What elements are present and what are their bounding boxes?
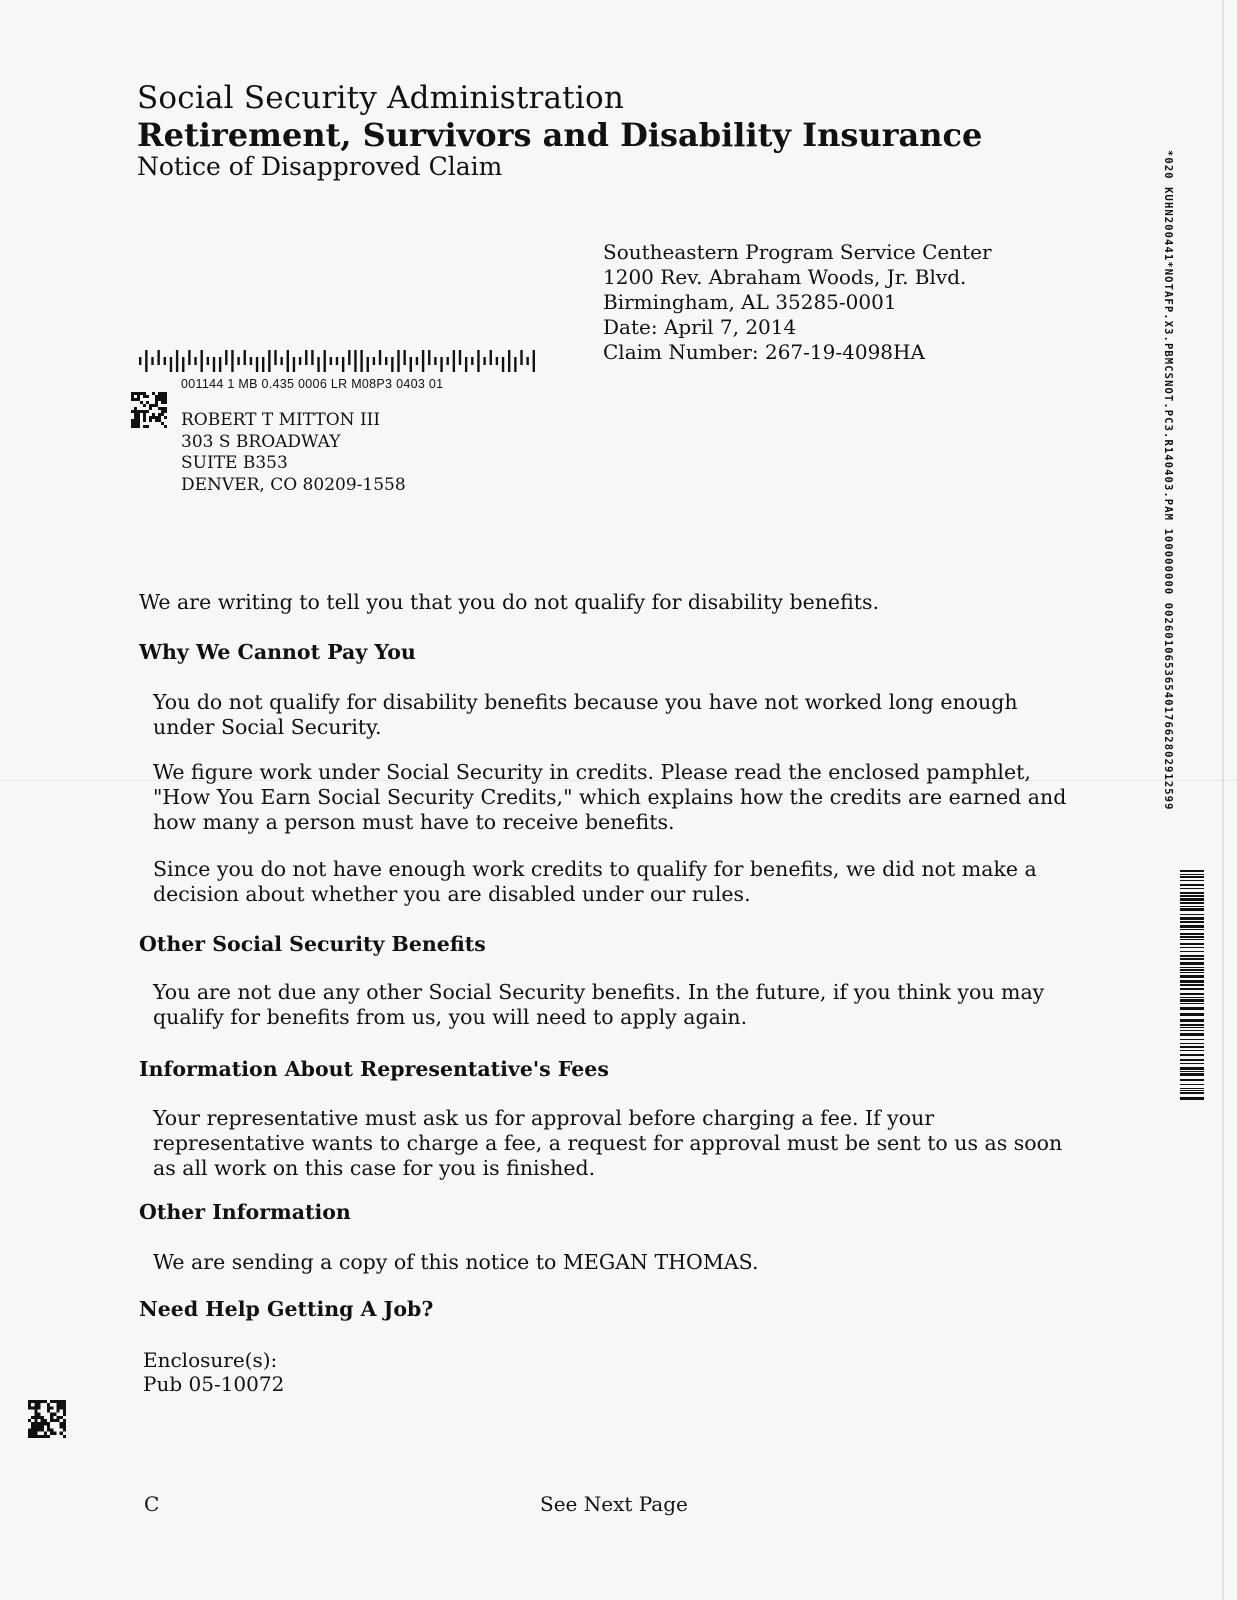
agency-title: Social Security Administration [137,80,624,116]
vertical-barcode-icon [1180,870,1204,1100]
qr-code-icon [28,1400,66,1438]
why-heading: Why We Cannot Pay You [139,640,416,664]
scan-edge [1222,0,1224,1600]
why-paragraph-1: You do not qualify for disability benefits because you have not worked long enough under Social Security. [153,690,1018,739]
why-paragraph-2: We figure work under Social Security in credits. Please read the enclosed pamphlet, "How You Earn Social Security Credits," which explains how the credits are earned and how many a person must have to receive benefits. [153,760,1067,834]
program-title: Retirement, Survivors and Disability Insurance [137,116,983,154]
other-info-paragraph: We are sending a copy of this notice to MEGAN THOMAS. [153,1250,759,1274]
enclosure-block [143,1348,284,1396]
qr-code-icon [131,392,167,428]
service-center-block [603,240,992,365]
enclosure-item: Pub 05-10072 [143,1372,285,1396]
why-paragraph-3: Since you do not have enough work credits to qualify for benefits, we did not make a decision about whether you are disabled under our rules. [153,857,1037,906]
rep-fees-heading: Information About Representative's Fees [139,1057,609,1081]
recipient-street: 303 S BROADWAY [181,431,341,452]
footer-code: C [144,1492,160,1516]
other-info-heading: Other Information [139,1200,351,1224]
mail-code: 001144 1 MB 0.435 0006 LR M08P3 0403 01 [181,377,444,391]
other-benefits-paragraph: You are not due any other Social Security benefits. In the future, if you think you may qualify for benefits from us, you will need to apply again. [153,980,1045,1029]
postal-barcode-icon [137,350,542,372]
service-center-street: 1200 Rev. Abraham Woods, Jr. Blvd. [603,265,967,289]
recipient-city: DENVER, CO 80209-1558 [181,474,406,495]
other-benefits-heading: Other Social Security Benefits [139,932,486,956]
service-center-city: Birmingham, AL 35285-0001 [603,290,897,314]
job-heading: Need Help Getting A Job? [139,1297,434,1321]
recipient-address [181,410,406,496]
recipient-suite: SUITE B353 [181,453,288,473]
service-center-name: Southeastern Program Service Center [603,240,992,264]
rep-fees-paragraph: Your representative must ask us for approval before charging a fee. If your representative wants to charge a fee, a request for approval must be sent to us as soon as all work on this case for you is finished. [153,1106,1063,1180]
notice-type: Notice of Disapproved Claim [137,152,503,181]
claim-number: Claim Number: 267-19-4098HA [603,340,925,364]
vertical-tracking-code: *020 KUHN200441*NOTAFP.X3.PBMCSNOT.PC3.R140403.PAM 100000000 0026010653654017662802912599 [1162,150,1174,811]
notice-date: Date: April 7, 2014 [603,315,797,339]
intro-text: We are writing to tell you that you do not qualify for disability benefits. [139,590,880,614]
see-next-page: See Next Page [540,1492,688,1516]
recipient-name: ROBERT T MITTON III [181,410,381,430]
enclosure-label: Enclosure(s): [143,1348,278,1372]
